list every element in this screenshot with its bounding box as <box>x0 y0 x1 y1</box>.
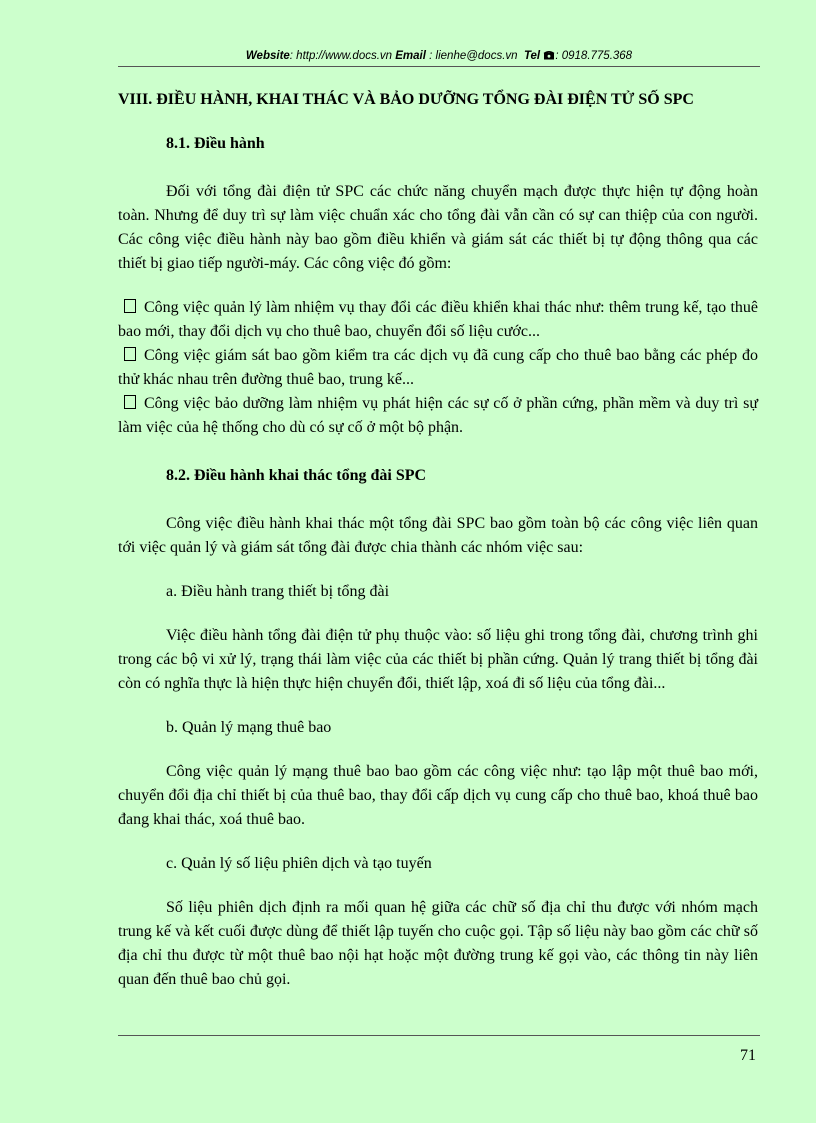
subheading-a: a. Điều hành trang thiết bị tổng đài <box>166 583 390 600</box>
checkbox-icon <box>124 395 136 409</box>
paragraph-c: Số liệu phiên dịch định ra mối quan hệ giữa các chữ số địa chỉ thu được với nhóm mạch trung kế và kết cuối được dùng để thiết lập tuyến cho cuộc gọi. Tập số liệu này bao gồm các chữ số địa chỉ thu được từ một thuê bao nội hạt hoặc một đường trung kế gọi vào, các thông tin này liên quan đến thuê bao chủ gọi. <box>118 899 758 988</box>
paragraph-a: Việc điều hành tổng đài điện tử phụ thuộc vào: số liệu ghi trong tổng đài, chương trình ghi trong các bộ vi xử lý, trạng thái làm việc của các thiết bị phần cứng. Quản lý trang thiết bị tổng đài còn có nghĩa thực là hiện thực hiện chuyển đổi, thiết lập, xoá đi số liệu của tổng đài... <box>118 627 758 692</box>
bullet-item: Công việc quản lý làm nhiệm vụ thay đổi các điều khiển khai thác như: thêm trung kế, tạo thuê bao mới, thay đổi dịch vụ cho thuê bao, chuyển đổi số liệu cước... <box>118 299 758 340</box>
page-number: 71 <box>740 1047 756 1064</box>
phone-icon <box>543 49 555 60</box>
tel-label: Tel <box>523 50 541 62</box>
footer-divider <box>118 1035 760 1036</box>
page-header <box>118 46 760 66</box>
document-body <box>118 88 758 1012</box>
bullet-list <box>118 296 758 440</box>
paragraph-8-1: Đối với tổng đài điện tử SPC các chức năng chuyển mạch được thực hiện tự động hoàn toàn. Nhưng để duy trì sự làm việc chuẩn xác cho tổng đài vẫn cần có sự can thiệp của con người. Các công việc điều hành này bao gồm điều khiển và giám sát các thiết bị tự động thông qua các thiết bị giao tiếp người-máy. Các công việc đó gồm: <box>118 183 758 272</box>
website-label: Website <box>245 50 290 62</box>
bullet-item: Công việc bảo dưỡng làm nhiệm vụ phát hiện các sự cố ở phần cứng, phần mềm và duy trì sự làm việc của hệ thống cho dù có sự cố ở một bộ phận. <box>118 395 758 436</box>
checkbox-icon <box>124 299 136 313</box>
email-value: : lienhe@docs.vn <box>425 50 518 62</box>
email-label: Email <box>395 50 426 62</box>
website-value: : http://www.docs.vn <box>289 50 393 62</box>
subheading-c: c. Quản lý số liệu phiên dịch và tạo tuyến <box>166 855 432 872</box>
paragraph-b: Công việc quản lý mạng thuê bao bao gồm các công việc như: tạo lập một thuê bao mới, chuyển đổi địa chỉ thiết bị của thuê bao, thay đổi cấp dịch vụ cung cấp cho thuê bao, khoá thuê bao đang khai thác, xoá thuê bao. <box>118 763 758 828</box>
header-divider <box>118 66 760 67</box>
checkbox-icon <box>124 347 136 361</box>
paragraph-8-2: Công việc điều hành khai thác một tổng đài SPC bao gồm toàn bộ các công việc liên quan tới việc quản lý và giám sát tổng đài được chia thành các nhóm việc sau: <box>118 515 758 556</box>
subheading-b: b. Quản lý mạng thuê bao <box>166 719 332 736</box>
section-title: VIII. ĐIỀU HÀNH, KHAI THÁC VÀ BẢO DƯỠNG TỔNG ĐÀI ĐIỆN TỬ SỐ SPC <box>118 91 694 108</box>
heading-8-2: 8.2. Điều hành khai thác tổng đài SPC <box>166 467 427 484</box>
heading-8-1: 8.1. Điều hành <box>166 135 265 152</box>
bullet-item: Công việc giám sát bao gồm kiểm tra các dịch vụ đã cung cấp cho thuê bao bằng các phép đo thử khác nhau trên đường thuê bao, trung kế... <box>118 347 758 388</box>
tel-value: : 0918.775.368 <box>555 50 633 62</box>
